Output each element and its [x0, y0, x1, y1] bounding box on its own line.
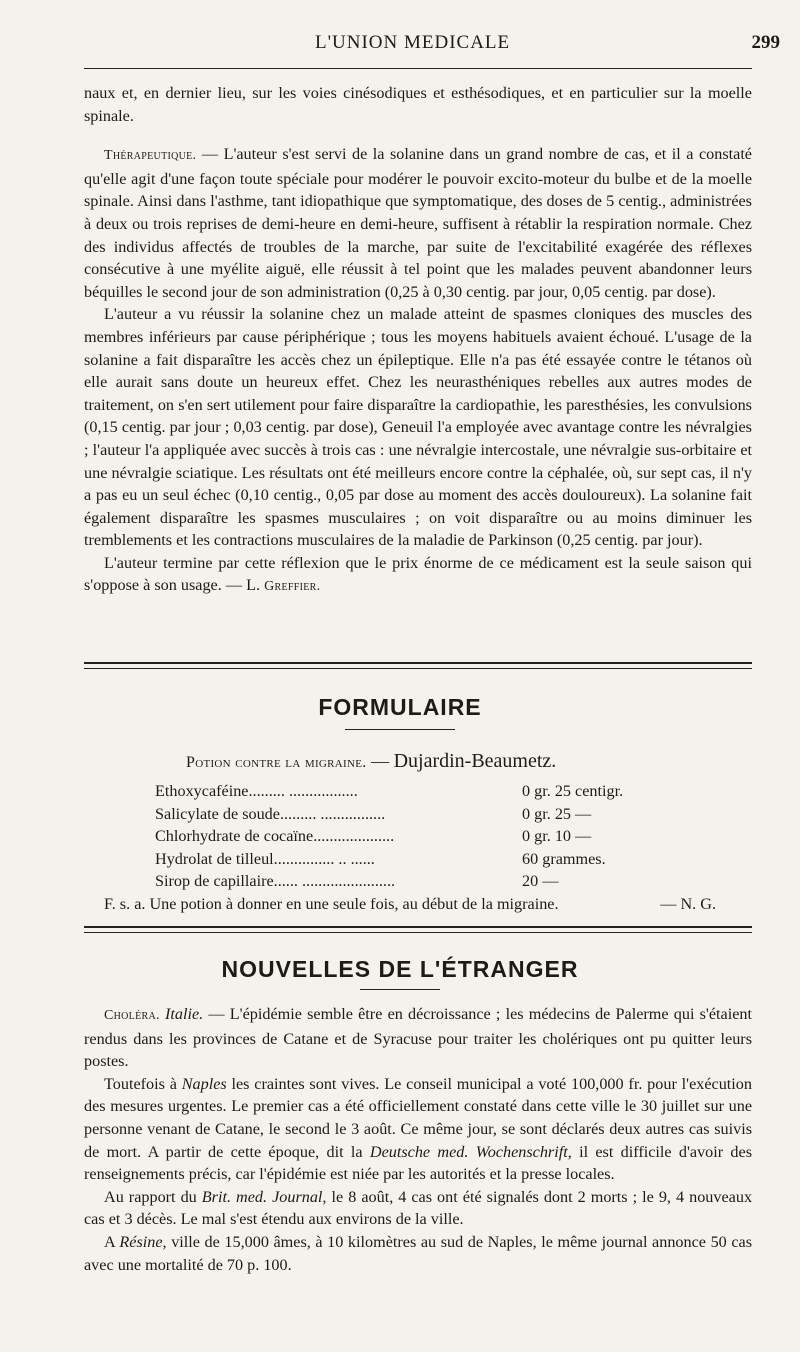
therapy-section — [84, 82, 752, 599]
therapy-paragraph-2: L'auteur a vu réussir la solanine chez un malade atteint de spasmes cloniques des muscles des membres inférieurs par cause périphérique ; tous les moyens habituels avaient échoué. L'usage de la solanine a fait disparaître les accès chez un épileptique. Elle n'a pas été essayée contre le tétanos où elle aurait sans doute un heureux effet. Chez les neurasthéniques rebelles aux autres modes de traitement, on s'en sert utilement pour faire disparaître la cardiopathie, les paresthésies, les convulsions (0,15 centig. par jour ; 0,03 centig. par dose), Geneuil l'a employée avec avantage contre les névralgies ; l'auteur l'a appliquée avec succès à trois cas : une névralgie intercostale, une névralgie sus-orbitaire et une névralgie sciatique. Les résultats ont été meilleurs encore contre la céphalée, où, sur sept cas, il n'y a pas eu un seul échec (0,10 centig., 0,05 par dose au moment des accès douloureux). La solanine fait également disparaître les spasmes musculaires ; on voit disparaître ou au moins diminuer les tremblements et les contractions musculaires de la maladie de Parkinson (0,25 centig. par jour). — [84, 305, 752, 550]
recipe-name: Potion contre la migraine. — [186, 754, 367, 771]
cholera-text: — L'épidémie semble être en décroissance ; les médecins de Palerme qui s'étaient rendus dans les provinces de Catane et de Syracuse pour traiter les cholériques ont pu quitter leurs postes. — [84, 1005, 752, 1071]
recipe-initials: — N. G. — [660, 895, 716, 913]
resine-paragraph — [84, 1231, 752, 1276]
recipe-title — [186, 750, 556, 773]
resine-text-a: A — [104, 1232, 115, 1251]
heading-underline — [345, 729, 455, 730]
italie-label: Italie. — [164, 1005, 204, 1023]
ingredient-name: Chlorhydrate de cocaïne.................... — [155, 827, 395, 846]
resine-text-b: ville de 15,000 âmes, à 10 kilomètres au sud de Naples, le même journal annonce 50 cas avec une mortalité de 70 p. 100. — [84, 1232, 753, 1274]
therapy-text-3: L'auteur termine par cette réflexion que le prix énorme de ce médicament est la seule saison qui s'oppose à son usage. — L. — [84, 553, 752, 595]
brit-paragraph — [84, 1186, 752, 1231]
therapy-text-1: — L'auteur s'est servi de la solanine dans un grand nombre de cas, et il a constaté qu'elle agit d'une façon toute spéciale pour modérer le pouvoir excito-moteur du bulbe et de la moelle spinale. Ainsi dans l'asthme, tant idiopathique que symptomatique, des doses de 5 centig., administrées à deux ou trois reprises de demi-heure en demi-heure, suffisent à rétablir la respiration normale. Chez des individus affectés de troubles de la marche, par suite de l'excitabilité exagérée des réflexes consécutive à une myélite aiguë, elle réussit à tel point que les malades peuvent abandonner leurs béquilles le second jour de son administration (0,25 à 0,30 centig. par jour, 0,05 centig. par dose). — [84, 145, 752, 301]
etranger-section — [84, 1003, 752, 1276]
naples-text-a: Toutefois à — [104, 1074, 177, 1093]
ingredient-quantity: 0 gr. 25 centigr. — [522, 782, 624, 800]
ingredient-name: Ethoxycaféine......... ................. — [155, 782, 358, 800]
section-divider — [84, 926, 752, 933]
deutsche-source: Deutsche med. Wochenschrift, — [369, 1142, 572, 1161]
therapy-paragraph-1 — [84, 143, 752, 303]
brit-source: Brit. med. Journal, — [201, 1187, 327, 1206]
section-divider — [84, 662, 752, 669]
ingredient-quantity: 0 gr. 10 — — [522, 827, 592, 846]
recipe-dash: — — [371, 751, 390, 771]
brit-text-b: le 8 août, 4 cas ont été signalés dont 2 morts ; le 9, 4 nouveaux cas et 3 décès. Le mal s'est étendu aux environs de la ville. — [84, 1187, 753, 1229]
signature: Greffier. — [264, 579, 321, 595]
running-head — [0, 32, 800, 62]
cholera-paragraph — [84, 1003, 752, 1073]
resine-label: Résine, — [119, 1232, 167, 1251]
recipe-note — [104, 893, 716, 916]
recipe-author: Dujardin-Beaumetz. — [393, 750, 557, 772]
opening-paragraph: naux et, en dernier lieu, sur les voies cinésodiques et esthésodiques, et en particulier sur la moelle spinale. — [84, 84, 752, 125]
ingredient-quantity: 20 — — [522, 872, 559, 891]
etranger-heading: NOUVELLES DE L'ÉTRANGER — [221, 956, 579, 982]
therapy-label: Thérapeutique. — [104, 148, 197, 164]
naples-paragraph — [84, 1073, 752, 1186]
naples-text-b: les craintes sont vives. Le conseil municipal a voté 100,000 fr. pour l'exécution des mesures urgentes. Le premier cas a été officiellement constaté dans cette ville le 30 juillet sur une personne venant de Catane, le second le 3 août. Ce même jour, se sont déclarés deux autres cas suivis de mort. A partir de cette époque, dit la — [84, 1074, 752, 1161]
journal-title: L'UNION MEDICALE — [315, 32, 511, 53]
page-number: 299 — [751, 32, 780, 53]
ingredient-quantity: 0 gr. 25 — — [522, 804, 592, 823]
cholera-label: Choléra. — [104, 1008, 160, 1023]
therapy-paragraph-3 — [84, 552, 752, 599]
heading-underline — [360, 989, 440, 990]
ingredient-quantity: 60 grammes. — [522, 849, 606, 868]
naples-label: Naples — [181, 1074, 227, 1093]
ingredient-name: Hydrolat de tilleul............... .. ...... — [155, 849, 375, 868]
ingredient-name: Salicylate de soude......... ................ — [155, 804, 386, 823]
recipe-note-text: F. s. a. Une potion à donner en une seule fois, au début de la migraine. — [104, 895, 559, 913]
brit-text-a: Au rapport du — [104, 1187, 197, 1206]
header-rule — [84, 68, 752, 69]
ingredient-name: Sirop de capillaire...... ....................... — [155, 872, 396, 891]
naples-text-c: il est difficile d'avoir des renseignements précis, car l'épidémie est niée par les autorités et la presse locales. — [84, 1142, 753, 1184]
formulaire-heading: FORMULAIRE — [318, 694, 482, 720]
